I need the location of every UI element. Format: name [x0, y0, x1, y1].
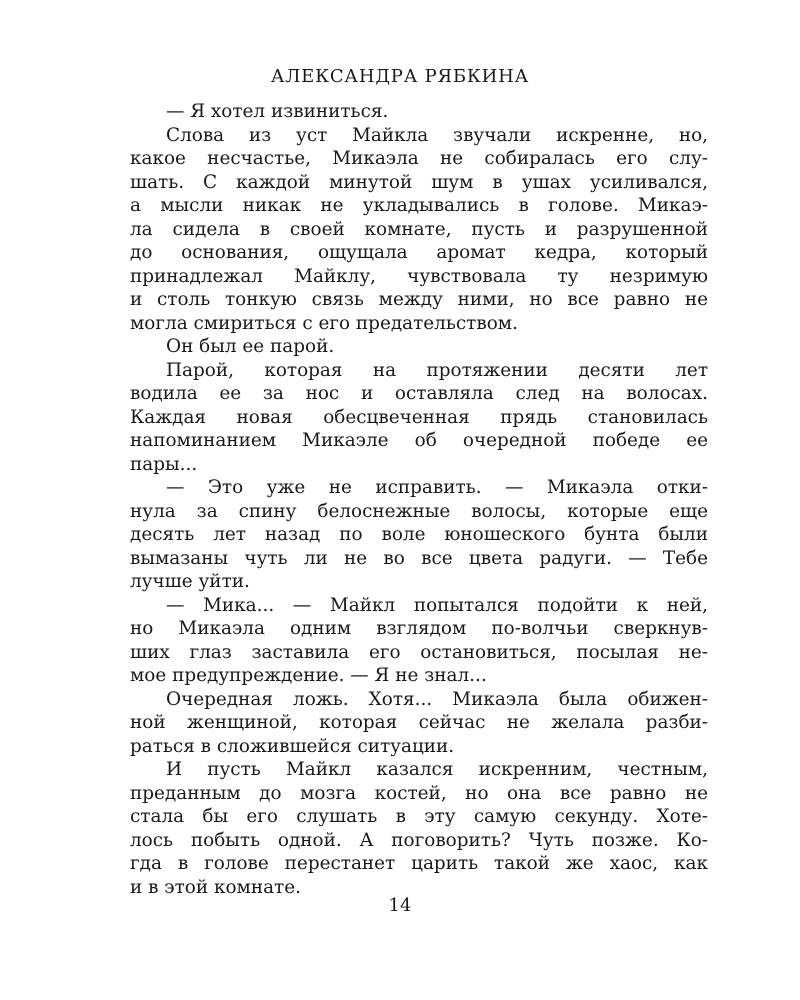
running-header-author: АЛЕКСАНДРА РЯБКИНА	[270, 66, 530, 87]
text-line: и в этой комнате.	[130, 876, 301, 898]
text-line: до основания, ощущала аромат кедра, который	[130, 242, 708, 263]
text-line: раться в сложившейся ситуации.	[130, 735, 455, 757]
text-line: а мысли никак не укладывались в голове. Микаэ-	[130, 195, 708, 216]
text-line: ной женщиной, которая сейчас не желала разби-	[130, 712, 708, 733]
text-line: И пусть Майкл казался искренним, честным,	[166, 759, 708, 780]
text-line: шать. С каждой минутой шум в ушах усиливался,	[130, 171, 708, 193]
text-line: и столь тонкую связь между ними, но все равно не	[130, 289, 708, 310]
text-line: гда в голове перестанет царить такой же хаос, как	[130, 853, 708, 874]
text-line: лучше уйти.	[130, 571, 250, 592]
text-line: — Мика... — Майкл попытался подойти к ней,	[166, 594, 708, 616]
text-line: напоминанием Микаэле об очередной победе ее	[130, 430, 708, 451]
text-line: но Микаэла одним взглядом по-волчьи сверкнув-	[130, 618, 708, 639]
text-line: водила ее за нос и оставляла след на волосах.	[130, 383, 708, 404]
text-line: какое несчастье, Микаэла не собиралась его слу-	[130, 148, 708, 169]
text-line: десять лет назад по воле юношеского бунта были	[130, 524, 708, 545]
text-line: — Это уже не исправить. — Микаэла отки-	[166, 477, 708, 498]
text-line: — Я хотел извиниться.	[166, 101, 389, 122]
text-line: ших глаз заставила его остановиться, посылая не-	[130, 641, 708, 663]
text-line: Он был ее парой.	[166, 336, 335, 357]
text-line: мое предупреждение. — Я не знал...	[130, 665, 487, 686]
text-line: Парой, которая на протяжении десяти лет	[166, 359, 708, 381]
text-line: ла сидела в своей комнате, пусть и разрушенной	[130, 218, 708, 240]
text-line: Слова из уст Майкла звучали искренне, но,	[166, 124, 708, 146]
text-line: могла смириться с его предательством.	[130, 312, 518, 334]
text-line: вымазаны чуть ли не во все цвета радуги. — Тебе	[130, 547, 708, 569]
page-number: 14	[388, 895, 412, 916]
text-line: лось побыть одной. А поговорить? Чуть позже. Ко-	[130, 829, 708, 851]
text-line: преданным до мозга костей, но она все равно не	[130, 782, 708, 804]
text-line: нула за спину белоснежные волосы, которые еще	[130, 500, 708, 522]
body-text	[130, 100, 708, 899]
text-line: принадлежал Майклу, чувствовала ту незримую	[130, 265, 708, 287]
text-line: Очередная ложь. Хотя... Микаэла была обижен-	[166, 688, 708, 710]
text-line: Каждая новая обесцвеченная прядь становилась	[130, 406, 708, 428]
text-line: пары...	[130, 453, 198, 475]
text-line: стала бы его слушать в эту самую секунду. Хоте-	[130, 806, 708, 827]
